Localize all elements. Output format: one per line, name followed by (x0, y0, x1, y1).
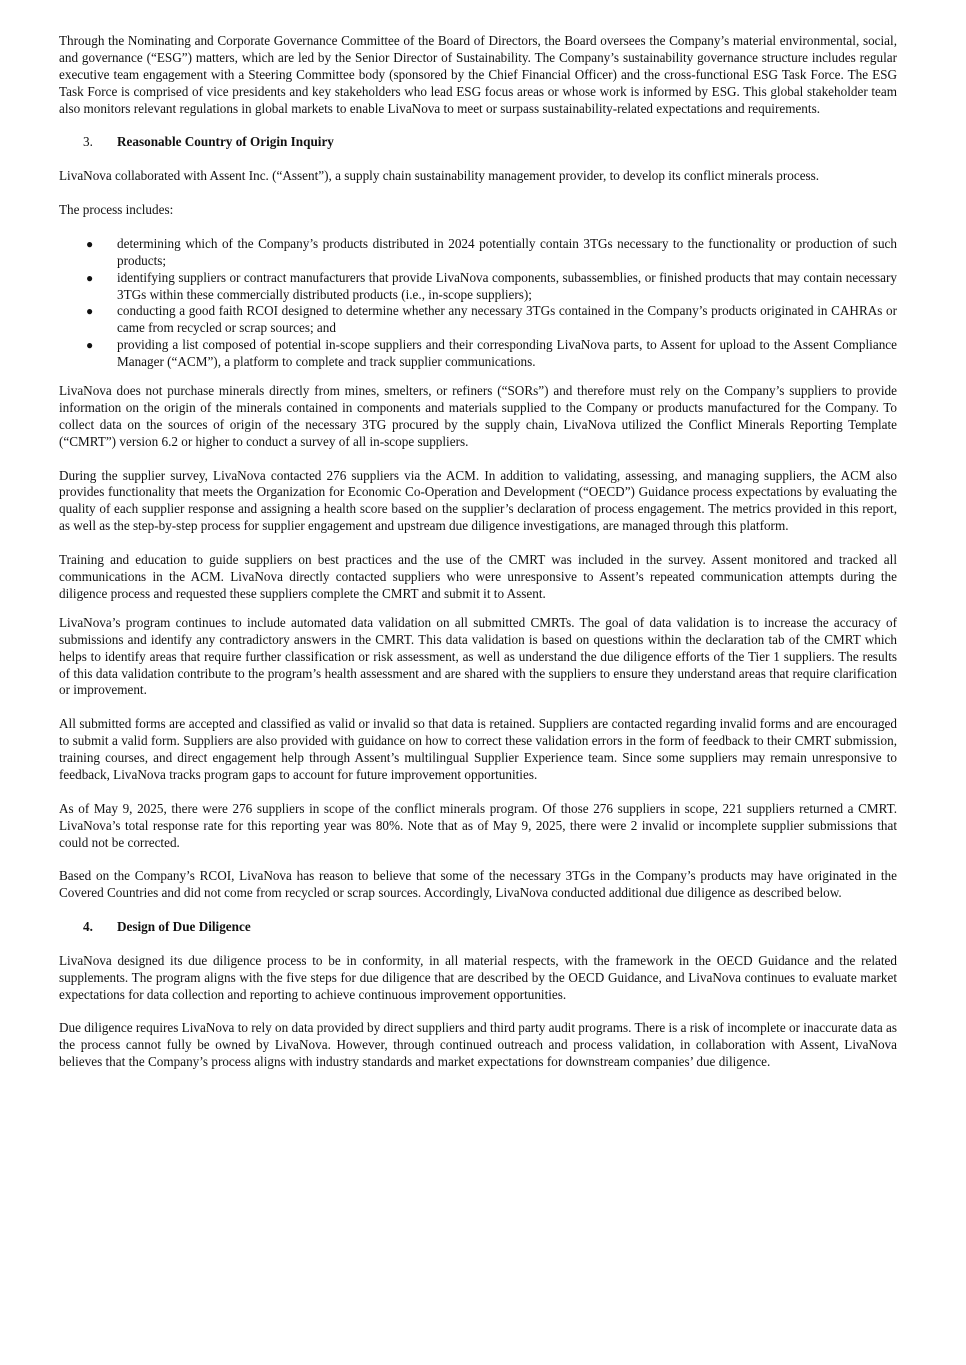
section-3-paragraph: Based on the Company’s RCOI, LivaNova has reason to believe that some of the necessary 3TGs in the Company’s products may have originated in the Covered Countries and did not come from recycled or scrap sources. Accordingly, LivaNova conducted additional due diligence as described below. (59, 868, 897, 901)
section-4-heading (59, 919, 897, 936)
list-item-text: identifying suppliers or contract manufacturers that provide LivaNova components, subassemblies, or finished products that may contain necessary 3TGs within these commercially distributed products (i.e., in-scope suppliers); (117, 269, 897, 302)
list-item-text: conducting a good faith RCOI designed to determine whether any necessary 3TGs contained in the Company’s products originated in CAHRAs or came from recycled or scrap sources; and (117, 303, 897, 336)
process-bullet-list (59, 236, 897, 371)
document-page (59, 33, 897, 1088)
section-4-number: 4. (83, 919, 93, 935)
section-4-title: Design of Due Diligence (117, 919, 251, 935)
section-3-paragraph: All submitted forms are accepted and classified as valid or invalid so that data is retained. Suppliers are contacted regarding invalid forms and are encouraged to submit a valid form. Suppliers are also provided with guidance on how to correct these validation errors in the form of feedback to their CMRT submission, training courses, and direct engagement help through Assent’s multilingual Supplier Experience team. Since some suppliers may remain unresponsive to feedback, LivaNova tracks program gaps to account for future improvement opportunities. (59, 716, 897, 782)
bullet-icon: ● (86, 304, 94, 319)
bullet-icon: ● (86, 338, 94, 353)
list-item (59, 270, 897, 304)
bullet-icon: ● (86, 236, 94, 251)
section-3-paragraph: During the supplier survey, LivaNova contacted 276 suppliers via the ACM. In addition to validating, assessing, and managing suppliers, the ACM also provides functionality that meets the Organization for Economic Co-Operation and Development (“OECD”) Guidance process expectations by evaluating the quality of each supplier response and assigning a health score based on the supplier’s declaration of process engagement. The metrics provided in this report, as well as the step-by-step process for supplier engagement and upstream due diligence investigations, are managed through this platform. (59, 467, 897, 534)
list-item (59, 236, 897, 270)
section-4-paragraph: Due diligence requires LivaNova to rely on data provided by direct suppliers and third party audit programs. There is a risk of incomplete or inaccurate data as the process cannot fully be owned by LivaNova. However, through continued outreach and process validation, in collaboration with Assent, LivaNova believes that the Company’s process aligns with industry standards and market expectations for downstream companies’ due diligence. (59, 1020, 897, 1070)
bullet-icon: ● (86, 270, 94, 285)
section-3-paragraph: As of May 9, 2025, there were 276 suppliers in scope of the conflict minerals program. Of those 276 suppliers in scope, 221 suppliers returned a CMRT. LivaNova’s total response rate for this reporting year was 80%. Note that as of May 9, 2025, there were 2 invalid or incomplete supplier submissions that could not be corrected. (59, 800, 897, 850)
section-3-title: Reasonable Country of Origin Inquiry (117, 134, 334, 150)
section-3-number: 3. (83, 134, 93, 150)
list-item (59, 303, 897, 337)
list-item (59, 337, 897, 371)
list-item-text: providing a list composed of potential in-scope suppliers and their corresponding LivaNova parts, to Assent for upload to the Assent Compliance Manager (“ACM”), a platform to complete and track supplier communications. (117, 337, 897, 370)
section-3-paragraph: The process includes: (59, 202, 174, 218)
list-item-text: determining which of the Company’s products distributed in 2024 potentially contain 3TGs necessary to the functionality or production of such products; (117, 235, 897, 268)
section-3-paragraph: LivaNova does not purchase minerals directly from mines, smelters, or refiners (“SORs”) and therefore must rely on the Company’s suppliers to provide information on the origin of the minerals contained in components and materials supplied to the Company or products manufactured for the Company. To collect data on the sources of origin of the necessary 3TG procured by the supply chain, LivaNova utilized the Conflict Minerals Reporting Template (“CMRT”) version 6.2 or higher to conduct a survey of all in-scope suppliers. (59, 383, 897, 449)
section-4-paragraph: LivaNova designed its due diligence process to be in conformity, in all material respects, with the framework in the OECD Guidance and the related supplements. The program aligns with the five steps for due diligence that are described by the OECD Guidance, and LivaNova continues to evaluate market expectations for data collection and reporting to achieve continuous improvement opportunities. (59, 952, 897, 1002)
section-3-paragraph: LivaNova’s program continues to include automated data validation on all submitted CMRTs. The goal of data validation is to increase the accuracy of submissions and identify any contradictory answers in the CMRT. This data validation is based on questions within the declaration tab of the CMRT which helps to identify areas that require further classification or risk assessment, as well as understand the due diligence efforts of the Tier 1 suppliers. The results of this data validation contribute to the program’s health assessment and are shared with the suppliers to ensure they understand areas that require clarification or improvement. (59, 614, 897, 698)
intro-paragraph: Through the Nominating and Corporate Governance Committee of the Board of Directors, the Board oversees the Company’s material environmental, social, and governance (“ESG”) matters, which are led by the Senior Director of Sustainability. The Company’s sustainability governance structure includes regular executive team engagement with a Steering Committee body (sponsored by the Chief Financial Officer) and the cross-functional ESG Task Force. The ESG Task Force is comprised of vice presidents and key stakeholders who lead ESG focus areas or whose work is informed by ESG. This global stakeholder team also monitors relevant regulations in global markets to enable LivaNova to meet or surpass sustainability-related expectations and requirements. (59, 33, 897, 116)
section-3-paragraph: Training and education to guide suppliers on best practices and the use of the CMRT was included in the survey. Assent monitored and tracked all communications in the ACM. LivaNova directly contacted suppliers who were unresponsive to Assent’s repeated communication attempts during the diligence process and requested these suppliers complete the CMRT and submit it to Assent. (59, 552, 897, 601)
section-3-heading (59, 134, 897, 151)
section-3-paragraph: LivaNova collaborated with Assent Inc. (“Assent”), a supply chain sustainability management provider, to develop its conflict minerals process. (59, 168, 820, 184)
